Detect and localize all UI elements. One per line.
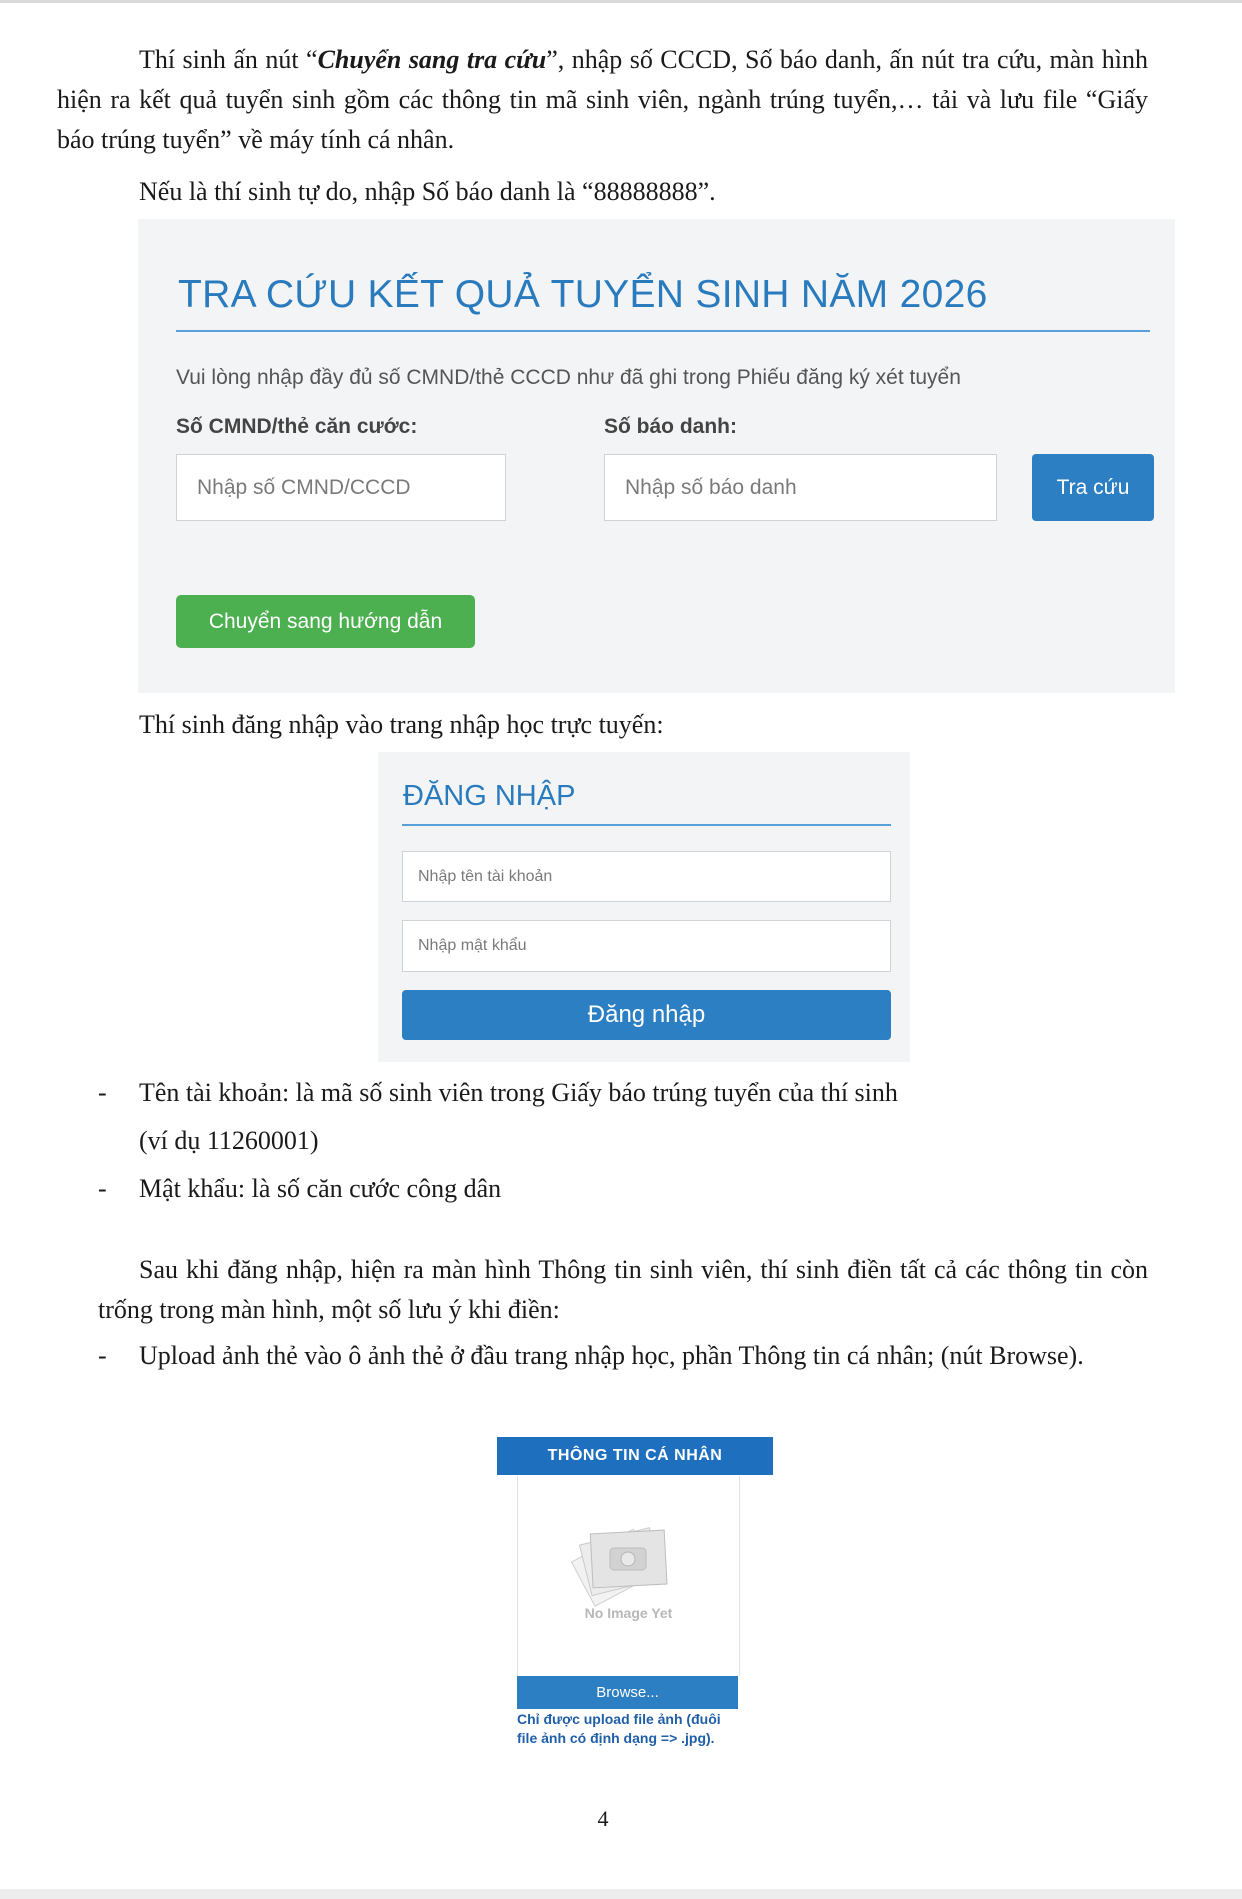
upload-note-paragraph: Upload ảnh thẻ vào ô ảnh thẻ ở đầu trang nhập học, phần Thông tin cá nhân; (nút Browse). [139,1341,1084,1370]
bullet-dash: - [98,1341,107,1370]
sbd-label: Số báo danh: [604,415,737,438]
upload-format-note: Chỉ được upload file ảnh (đuôi file ảnh có định dạng => .jpg). [517,1711,721,1746]
lookup-title: TRA CỨU KẾT QUẢ TUYỂN SINH NĂM 2026 [178,273,988,316]
login-intro: Thí sinh đăng nhập vào trang nhập học trực tuyến: [139,710,664,739]
password-note: Mật khẩu: là số căn cước công dân [139,1174,502,1203]
bullet-dash: - [98,1078,107,1107]
search-button[interactable]: Tra cứu [1032,454,1154,521]
id-number-input[interactable]: Nhập số CMND/CCCD [176,454,506,521]
lookup-title-divider [176,330,1150,332]
bullet-dash: - [98,1174,107,1203]
personal-info-header: THÔNG TIN CÁ NHÂN [497,1437,773,1475]
photo-placeholder [517,1476,740,1676]
account-note: Tên tài khoản: là mã số sinh viên trong Giấy báo trúng tuyển của thí sinh [139,1078,898,1107]
sbd-input[interactable]: Nhập số báo danh [604,454,997,521]
lookup-panel [138,219,1175,693]
chuyen-sang-tra-cuu-ref: Chuyển sang tra cứu [317,45,547,74]
free-candidate-note: Nếu là thí sinh tự do, nhập Số báo danh là “88888888”. [139,177,716,206]
intro-paragraph: Thí sinh ấn nút “Chuyển sang tra cứu”, nhập số CCCD, Số báo danh, ấn nút tra cứu, màn hình hiện ra kết quả tuyển sinh gồm các thông tin mã sinh viên, ngành trúng tuyển,… tải và lưu file “Giấy báo trúng tuyển” về máy tính cá nhân. [57,45,1148,154]
browse-button[interactable]: Browse... [517,1676,738,1709]
password-input[interactable]: Nhập mật khẩu [402,920,891,972]
no-image-icon [518,1476,739,1676]
page-number: 4 [597,1806,609,1831]
username-input[interactable]: Nhập tên tài khoản [402,851,891,902]
login-button[interactable]: Đăng nhập [402,990,891,1040]
login-panel [378,752,910,1062]
bottom-border [0,1889,1242,1899]
account-example: (ví dụ 11260001) [139,1126,319,1155]
guide-button[interactable]: Chuyển sang hướng dẫn [176,595,475,648]
lookup-hint: Vui lòng nhập đầy đủ số CMND/thẻ CCCD như đã ghi trong Phiếu đăng ký xét tuyển [176,366,961,389]
login-title: ĐĂNG NHẬP [403,780,576,812]
after-login-paragraph: Sau khi đăng nhập, hiện ra màn hình Thông tin sinh viên, thí sinh điền tất cả các thông tin còn trống trong màn hình, một số lưu ý khi điền: [98,1255,1148,1324]
id-number-label: Số CMND/thẻ căn cước: [176,415,418,438]
no-image-text: No Image Yet [584,1605,673,1621]
top-border [0,0,1242,3]
login-title-divider [402,824,891,826]
